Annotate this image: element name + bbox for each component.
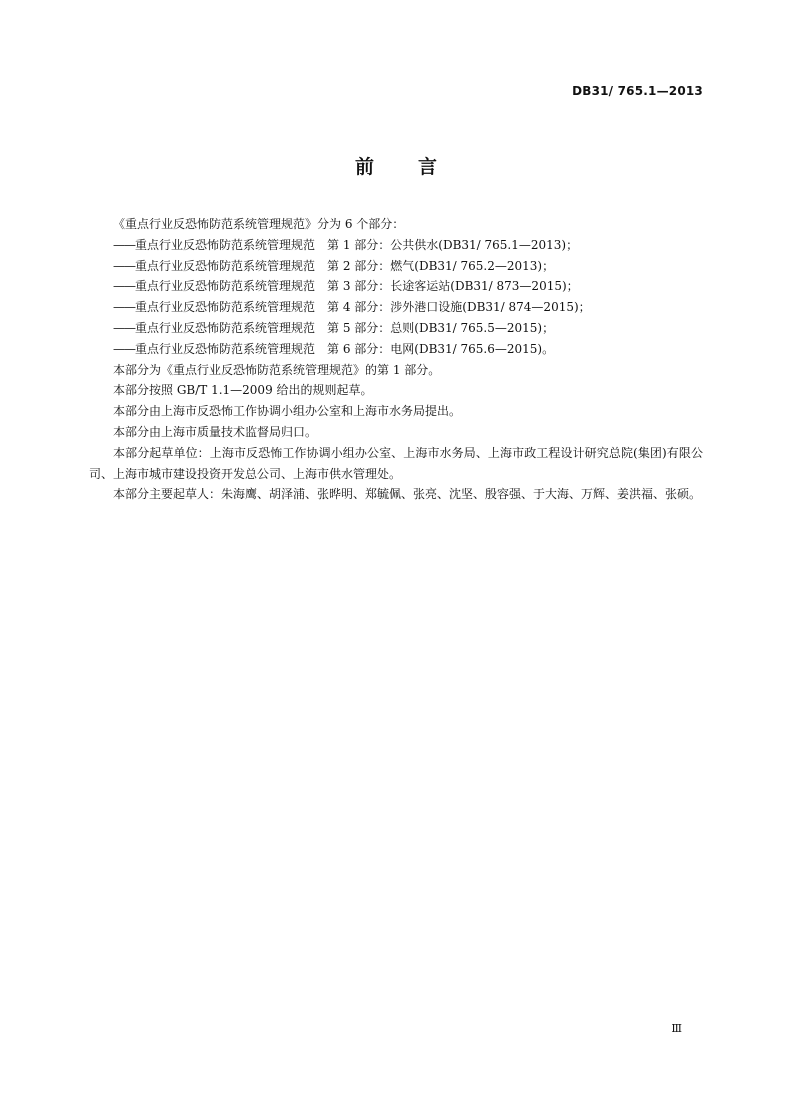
list-item [89, 318, 703, 339]
list-dash: —— [113, 341, 135, 356]
foreword-body [89, 214, 703, 505]
list-item [89, 276, 703, 297]
list-series-title: 重点行业反恐怖防范系统管理规范 [135, 341, 316, 356]
list-part-text: 第 2 部分：燃气(DB31/ 765.2—2013)； [327, 258, 555, 273]
paragraph-drafters: 本部分主要起草人：朱海鹰、胡泽浦、张晔明、郑毓佩、张亮、沈坚、殷容强、于大海、万辉、姜洪福、张硕。 [113, 487, 702, 502]
list-item [89, 297, 703, 318]
list-series-title: 重点行业反恐怖防范系统管理规范 [135, 300, 316, 315]
list-dash: —— [113, 279, 135, 294]
list-part-text: 第 3 部分：长途客运站(DB31/ 873—2015)； [327, 279, 579, 294]
list-series-title: 重点行业反恐怖防范系统管理规范 [135, 279, 316, 294]
paragraph-administrator: 本部分由上海市质量技术监督局归口。 [113, 424, 318, 439]
intro-paragraph: 《重点行业反恐怖防范系统管理规范》分为 6 个部分： [113, 217, 405, 231]
paragraph-drafting-units: 本部分起草单位：上海市反恐怖工作协调小组办公室、上海市水务局、上海市政工程设计研究总院(集团)有限公司、上海市城市建设投资开发总公司、上海市供水管理处。 [89, 445, 703, 481]
list-part-text: 第 5 部分：总则(DB31/ 765.5—2015)； [327, 320, 555, 335]
list-item [89, 339, 703, 360]
list-part-text: 第 4 部分：涉外港口设施(DB31/ 874—2015)； [327, 300, 591, 315]
list-series-title: 重点行业反恐怖防范系统管理规范 [135, 258, 316, 273]
paragraph-part-scope: 本部分为《重点行业反恐怖防范系统管理规范》的第 1 部分。 [113, 362, 441, 377]
list-series-title: 重点行业反恐怖防范系统管理规范 [135, 237, 316, 252]
list-item [89, 256, 703, 277]
list-series-title: 重点行业反恐怖防范系统管理规范 [135, 320, 316, 335]
list-item [89, 235, 703, 256]
paragraph-proposer: 本部分由上海市反恐怖工作协调小组办公室和上海市水务局提出。 [113, 404, 462, 419]
list-dash: —— [113, 300, 135, 315]
list-dash: —— [113, 237, 135, 252]
list-part-text: 第 1 部分：公共供水(DB31/ 765.1—2013)； [327, 237, 579, 252]
list-dash: —— [113, 320, 135, 335]
list-part-text: 第 6 部分：电网(DB31/ 765.6—2015)。 [327, 341, 555, 356]
page-number: Ⅲ [671, 1022, 682, 1035]
page-title: 前言 [354, 156, 481, 178]
paragraph-drafting-rules: 本部分按照 GB/T 1.1—2009 给出的规则起草。 [113, 383, 373, 398]
standard-number: DB31/ 765.1—2013 [572, 84, 703, 98]
list-dash: —— [113, 258, 135, 273]
